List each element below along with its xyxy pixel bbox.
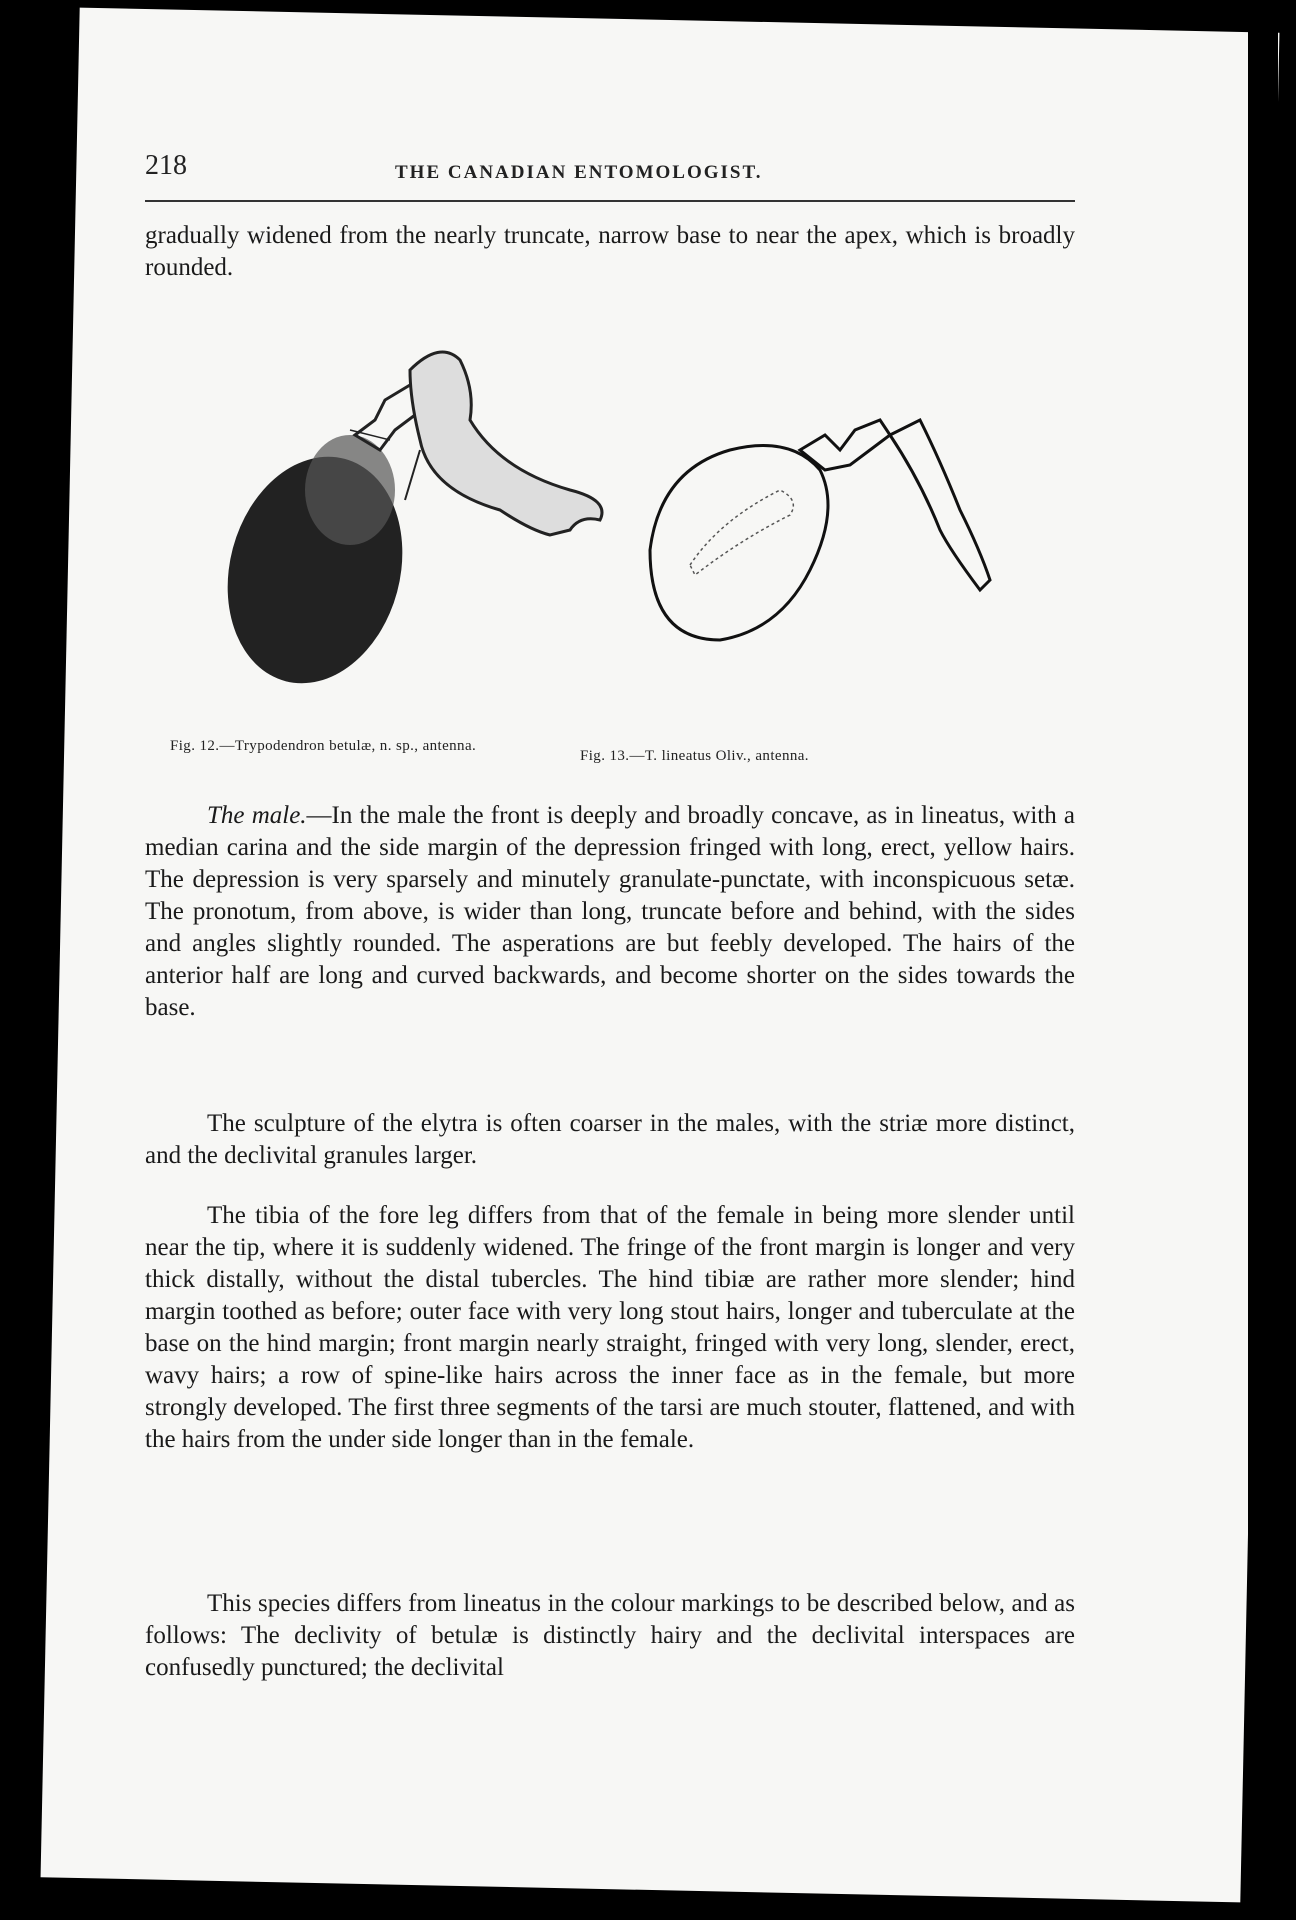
page-number: 218	[145, 150, 187, 181]
page-edge-shadow	[1248, 30, 1278, 1890]
paragraph-differs: This species differs from lineatus in the colour markings to be described below, and as follows: The declivity of betulæ is distinctly hairy and the declivital interspaces are confusedly punctured; the declivital	[145, 1590, 1075, 1681]
paragraph-continuation: gradually widened from the nearly truncate, narrow base to near the apex, which is broadly rounded.	[145, 222, 1075, 281]
antenna-figures	[200, 340, 1100, 730]
paragraph-elytra: The sculpture of the elytra is often coarser in the males, with the striæ more distinct, and the declivital granules larger.	[145, 1110, 1075, 1169]
male-description: —In the male the front is deeply and broadly concave, as in lineatus, with a median carina and the side margin of the depression fringed with long, erect, yellow hairs. The depression is very sparsely and minutely granulate-punctate, with inconspicuous setæ. The pronotum, from above, is wider than long, truncate before and behind, with the sides and angles slightly rounded. The asperations are but feebly developed. The hairs of the anterior half are long and curved backwards, and become shorter on the sides towards the base.	[145, 802, 1075, 1021]
paragraph-tibia: The tibia of the fore leg differs from that of the female in being more slender until near the tip, where it is suddenly widened. The fringe of the front margin is longer and very thick distally, without the distal tubercles. The hind tibiæ are rather more slender; hind margin toothed as before; outer face with very long stout hairs, longer and tuberculate at the base on the hind margin; front margin nearly straight, fringed with very long, slender, erect, wavy hairs; a row of spine-like hairs across the inner face as in the female, but more strongly developed. The first three segments of the tarsi are much stouter, flattened, and with the hairs from the under side longer than in the female.	[145, 1202, 1075, 1453]
figure-13-caption: Fig. 13.—T. lineatus Oliv., antenna.	[580, 748, 809, 764]
figure-12-caption: Fig. 12.—Trypodendron betulæ, n. sp., antenna.	[170, 738, 477, 754]
page-header	[145, 150, 1065, 190]
running-title: THE CANADIAN ENTOMOLOGIST.	[395, 162, 763, 183]
header-rule	[145, 200, 1075, 202]
male-heading: The male.	[207, 802, 307, 829]
paragraph-male	[145, 800, 1075, 1024]
fig13-antenna-drawing	[650, 420, 990, 640]
fig12-antenna-drawing	[203, 352, 602, 703]
